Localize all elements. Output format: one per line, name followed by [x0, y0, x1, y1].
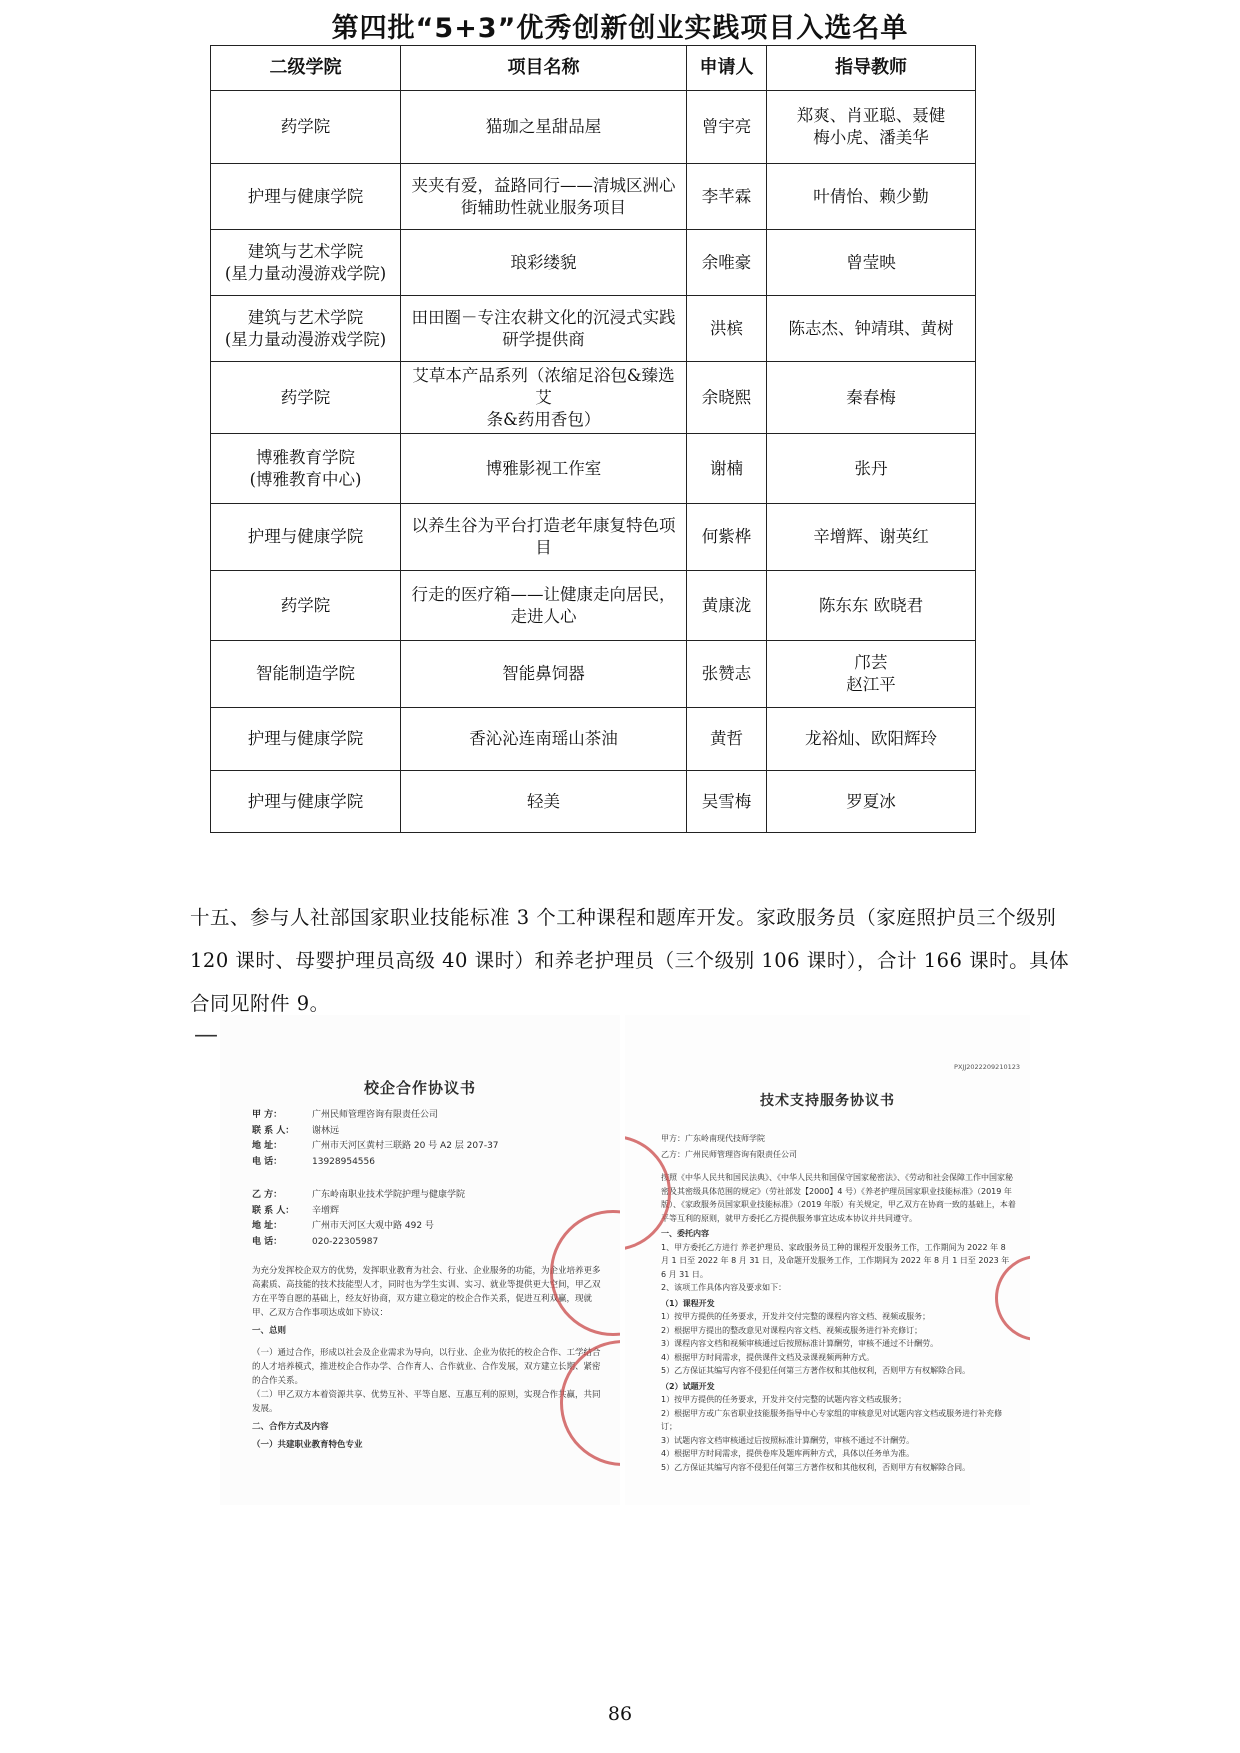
field-value: 13928954556 — [312, 1156, 375, 1167]
field-key: 联 系 人： — [252, 1125, 295, 1136]
cell-college: 护理与健康学院 — [211, 708, 401, 771]
left-doc-title: 校企合作协议书 — [363, 1079, 476, 1097]
table-row — [211, 230, 976, 296]
field-key: 电 话： — [252, 1156, 283, 1167]
cell-project: 猫珈之星甜品屋 — [401, 91, 687, 164]
table-row — [211, 91, 976, 164]
cell-project: 琅彩缕貌 — [401, 230, 687, 296]
field-key: 联 系 人： — [252, 1205, 295, 1216]
cell-college: 护理与健康学院 — [211, 164, 401, 230]
cell-applicant: 何紫桦 — [687, 504, 767, 571]
table-row — [211, 362, 976, 434]
cell-advisor: 郑爽、肖亚聪、聂健 梅小虎、潘美华 — [767, 91, 976, 164]
right-sub-1: （1）课程开发 — [661, 1298, 715, 1308]
right-party-a: 甲方：广东岭南现代技师学院 — [661, 1134, 765, 1143]
cell-advisor: 曾莹映 — [767, 230, 976, 296]
cell-project: 博雅影视工作室 — [401, 434, 687, 504]
cell-applicant: 张赞志 — [687, 641, 767, 708]
cell-advisor: 陈志杰、钟靖琪、黄树 — [767, 296, 976, 362]
table-row — [211, 571, 976, 641]
right-sub-2-text: 1）按甲方提供的任务要求，开发并交付完整的试题内容文档或服务； 2）根据甲方或广东省职业技能服务指导中心专家组的审核意见对试题内容文档或服务进行补充修订； 3）试题内容文档审核通过后按照标准计算酬劳，审核不通过不计酬劳。 4）根据甲方时间需求，提供卷库及题库两种方式，具体以任务单为准。 5）乙方保证其编写内容不侵犯任何第三方著作权和其他权利，否则甲方有权解除合同。 — [661, 1395, 1003, 1472]
field-value: 广州民师管理咨询有限责任公司 — [312, 1110, 439, 1120]
left-intro: 为充分发挥校企双方的优势，发挥职业教育为社会、行业、企业服务的功能，为企业培养更多高素质、高技能的技术技能型人才，同时也为学生实训、实习、就业等提供更大空间，甲乙双方在平等自愿的基础上，经友好协商，双方建立稳定的校企合作关系，促进互利双赢，现就甲、乙双方合作事项达成如下协议： — [252, 1266, 601, 1318]
table-row — [211, 164, 976, 230]
cell-applicant: 黄哲 — [687, 708, 767, 771]
left-section-2-text: （一）共建职业教育特色专业 — [252, 1440, 363, 1450]
cell-advisor: 秦春梅 — [767, 362, 976, 434]
header-advisor: 指导教师 — [767, 46, 976, 91]
table-row — [211, 296, 976, 362]
header-applicant: 申请人 — [687, 46, 767, 91]
cell-applicant: 黄康泷 — [687, 571, 767, 641]
dash-mark: — — [194, 1020, 218, 1048]
left-section-1: 一、总则 — [252, 1326, 287, 1336]
cell-project: 夹夹有爱，益路同行——清城区洲心 街辅助性就业服务项目 — [401, 164, 687, 230]
table-row — [211, 641, 976, 708]
right-section-1: 一、委托内容 — [661, 1229, 709, 1238]
cell-college: 药学院 — [211, 91, 401, 164]
cell-advisor: 罗夏冰 — [767, 771, 976, 833]
cell-college: 药学院 — [211, 362, 401, 434]
right-doc-ref: PXJJ2022209210123 — [954, 1063, 1020, 1071]
header-college: 二级学院 — [211, 46, 401, 91]
cell-college: 药学院 — [211, 571, 401, 641]
table-row — [211, 434, 976, 504]
cell-applicant: 吴雪梅 — [687, 771, 767, 833]
left-section-1-text: （一）通过合作，形成以社会及企业需求为导向，以行业、企业为依托的校企合作、工学结合的人才培养模式，推进校企合作办学、合作育人、合作就业、合作发展，双方建立长期、紧密的合作关系。 （二）甲乙双方本着资源共享、优势互补、平等自愿、互惠互利的原则，实现合作共赢，共同发展。 — [252, 1348, 601, 1414]
cell-college: 建筑与艺术学院 (星力量动漫游戏学院) — [211, 296, 401, 362]
field-key: 地 址： — [252, 1221, 283, 1231]
cell-college: 博雅教育学院 (博雅教育中心) — [211, 434, 401, 504]
left-party-a — [252, 1108, 620, 1170]
cell-applicant: 余唯豪 — [687, 230, 767, 296]
field-key: 乙 方： — [252, 1190, 283, 1200]
school-enterprise-agreement-scan — [220, 1015, 620, 1505]
cell-applicant: 洪槟 — [687, 296, 767, 362]
technical-support-agreement-scan — [625, 1015, 1030, 1505]
cell-advisor: 叶倩怡、赖少勤 — [767, 164, 976, 230]
field-value: 谢林远 — [312, 1125, 340, 1136]
table-row — [211, 771, 976, 833]
cell-advisor: 张丹 — [767, 434, 976, 504]
cell-project: 田田圈－专注农耕文化的沉浸式实践 研学提供商 — [401, 296, 687, 362]
right-sub-1-text: 1）按甲方提供的任务要求，开发并交付完整的课程内容文档、视频或服务； 2）根据甲方提出的整改意见对课程内容文档、视频或服务进行补充修订； 3）课程内容文档和视频审核通过后按照标准计算酬劳，审核不通过不计酬劳。 4）根据甲方时间需求，提供课件文档及录课视频两种方式。 5）乙方保证其编写内容不侵犯任何第三方著作权和其他权利，否则甲方有权解除合同。 — [661, 1312, 971, 1375]
field-value: 辛增辉 — [312, 1205, 340, 1216]
cell-college: 智能制造学院 — [211, 641, 401, 708]
cell-project: 香沁沁连南瑶山茶油 — [401, 708, 687, 771]
field-key: 甲 方： — [252, 1110, 283, 1120]
header-project: 项目名称 — [401, 46, 687, 91]
cell-college: 护理与健康学院 — [211, 771, 401, 833]
cell-advisor: 龙裕灿、欧阳辉玲 — [767, 708, 976, 771]
cell-advisor: 辛增辉、谢英红 — [767, 504, 976, 571]
table-row — [211, 504, 976, 571]
right-party-b: 乙方：广州民师管理咨询有限责任公司 — [661, 1149, 797, 1159]
right-doc-title: 技术支持服务协议书 — [760, 1093, 895, 1109]
right-section-1-text: 1、甲方委托乙方进行 养老护理员、家政服务员工种的课程开发服务工作，工作期间为 2022 年 8 月 1 日至 2022 年 8 月 31 日，及命题开发服务工作，工作期间为 2022 年 8 月 1 日至 2023 年 6 月 31 日。 2、该项工作具体内容及要求如下： — [661, 1242, 1010, 1292]
cell-college: 护理与健康学院 — [211, 504, 401, 571]
cell-applicant: 李芊霖 — [687, 164, 767, 230]
selection-table — [210, 45, 976, 833]
cell-project: 以养生谷为平台打造老年康复特色项 目 — [401, 504, 687, 571]
cell-advisor: 邝芸 赵江平 — [767, 641, 976, 708]
page-number: 86 — [607, 1703, 633, 1725]
field-value: 广东岭南职业技术学院护理与健康学院 — [312, 1190, 466, 1200]
table-row — [211, 708, 976, 771]
cell-applicant: 曾宇亮 — [687, 91, 767, 164]
field-value: 广州市天河区黄村三联路 20 号 A2 层 207-37 — [312, 1141, 499, 1151]
left-section-2: 二、合作方式及内容 — [252, 1422, 329, 1432]
cell-applicant: 谢楠 — [687, 434, 767, 504]
field-value: 广州市天河区大观中路 492 号 — [312, 1221, 434, 1231]
cell-advisor: 陈东东 欧晓君 — [767, 571, 976, 641]
section-fifteen-paragraph: 十五、参与人社部国家职业技能标准 3 个工种课程和题库开发。家政服务员（家庭照护员三个级别 120 课时、母婴护理员高级 40 课时）和养老护理员（三个级别 106 课时），合计 166 课时。具体合同见附件 9。 — [190, 906, 1070, 1015]
right-sub-2: （2）试题开发 — [661, 1381, 715, 1391]
cell-project: 智能鼻饲器 — [401, 641, 687, 708]
cell-applicant: 余晓熙 — [687, 362, 767, 434]
cell-project: 轻美 — [401, 771, 687, 833]
cell-college: 建筑与艺术学院 (星力量动漫游戏学院) — [211, 230, 401, 296]
cell-project: 艾草本产品系列（浓缩足浴包&臻选艾 条&药用香包） — [401, 362, 687, 434]
right-intro: 按照《中华人民共和国民法典》、《中华人民共和国保守国家秘密法》、《劳动和社会保障工作中国家秘密及其密级具体范围的规定》（劳社部发【2000】4 号）《养老护理员国家职业技能标准》（2019 年版）、《家政服务员国家职业技能标准》（2019 年版）有关规定，甲乙双方在协商一致的基础上，本着平等互利的原则，就甲方委托乙方提供服务事宜达成本协议并共同遵守。 — [661, 1173, 1016, 1223]
field-key: 电 话： — [252, 1236, 283, 1247]
table-header-row — [211, 46, 976, 91]
field-key: 地 址： — [252, 1141, 283, 1151]
field-value: 020-22305987 — [312, 1236, 379, 1247]
page-title: 第四批“5+3”优秀创新创业实践项目入选名单 — [331, 13, 909, 44]
cell-project: 行走的医疗箱——让健康走向居民， 走进人心 — [401, 571, 687, 641]
